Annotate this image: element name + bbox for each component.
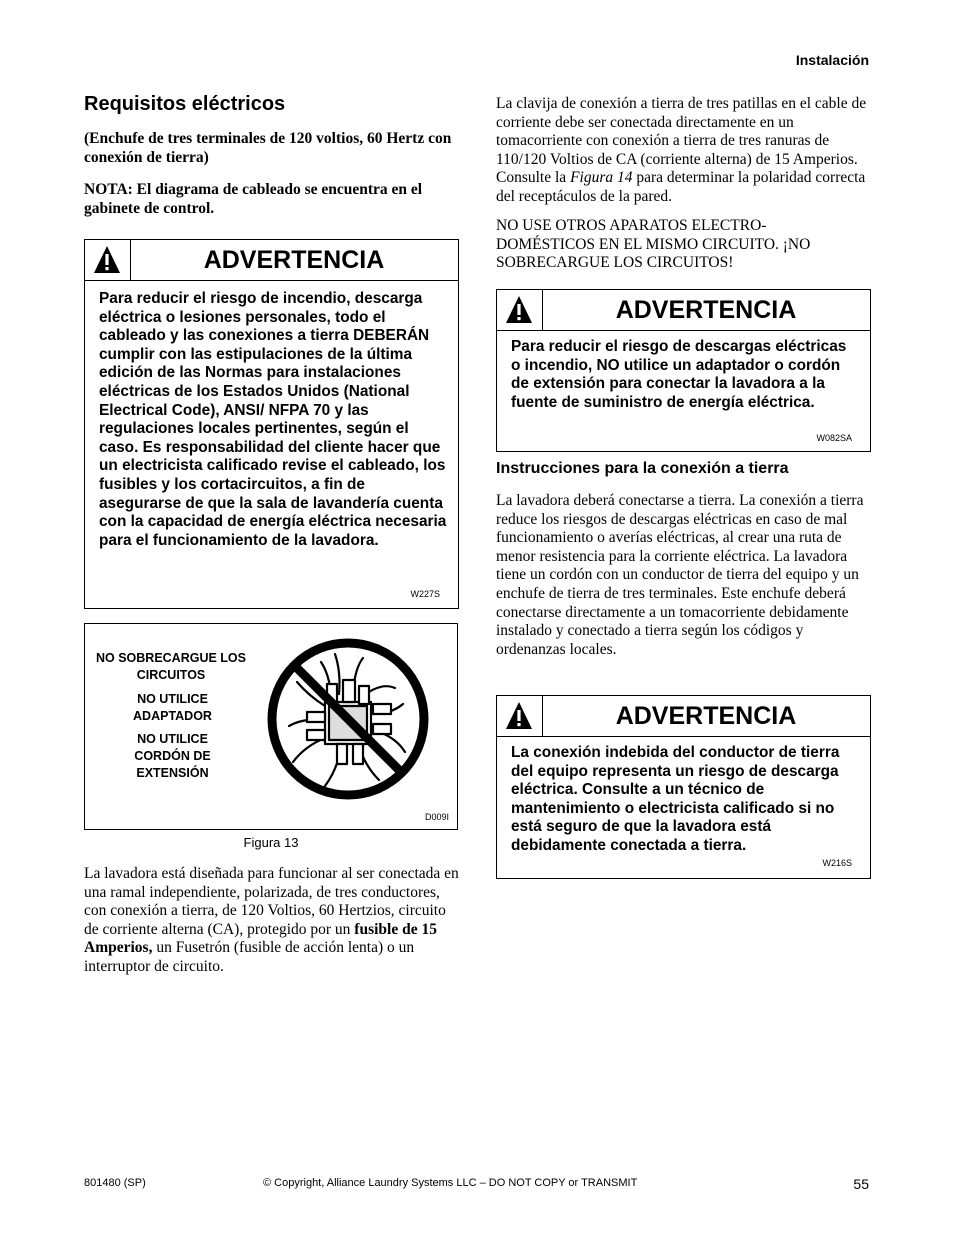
page-title: Requisitos eléctricos [84,93,286,115]
circuit-paragraph-text: La lavadora está diseñada para funcionar al ser conectada en una ramal independiente, polarizada, de tres conductores, con conexión a tierra, de 120 Voltios, 60 Hertzios, circuito de corriente alterna (CA), protegido por un [84,865,459,938]
no-overload-paragraph: NO USE OTROS APARATOS ELECTRO-DOMÉSTICOS EN EL MISMO CIRCUITO. ¡NO SOBRECARGUE LOS CIRCUITOS! [496,217,811,272]
section-header: Instalación [795,52,869,68]
copyright: © Copyright, Alliance Laundry Systems LLC – DO NOT COPY or TRANSMIT [263,1177,638,1189]
doc-number: 801480 (SP) [84,1177,146,1189]
warning-icon-cell [85,240,131,280]
warning-title: ADVERTENCIA [615,702,797,730]
warning-title: ADVERTENCIA [615,296,797,324]
figure-label-extension: NO UTILICE CORDÓN DE EXTENSIÓN [134,732,211,780]
page-number: 55 [853,1176,869,1192]
warning-triangle-icon [505,295,533,324]
warning-title: ADVERTENCIA [203,246,385,274]
figure-caption: Figura 13 [243,835,299,850]
warning-code: W227S [410,589,440,599]
warning-box-fire [84,239,459,609]
warning-box-adapter [496,289,871,452]
fuse-rating: fusible de 15 Amperios, [84,920,437,957]
warning-body: Para reducir el riesgo de incendio, descarga eléctrica o lesiones personales, todo el cableado y las conexiones a tierra DEBERÁN cumplir con las estipulaciones de la última edición de las Normas para instalaciones eléctricas de los Estados Unidos (National Electrical Code), ANSI/ NFPA 70 y las regulaciones locales pertinentes, según el caso. Es responsabilidad del cliente hacer que un electricista calificado revise el cableado, los fusibles y los cortacircuitos, a fin de asegurarse de que la sala de lavandería cuenta con la capacidad de energía eléctrica necesaria para el funcionamiento de la lavadora. [99,290,447,549]
warning-code: W216S [822,858,852,868]
warning-body: La conexión indebida del conductor de tierra del equipo representa un riesgo de descarga eléctrica. Consulte a un técnico de mantenimiento o electricista calificado si no está seguro de que la lavadora está debidamente conectada a tierra. [511,744,840,854]
subtitle: (Enchufe de tres terminales de 120 voltios, 60 Hertz con conexión de tierra) [84,130,452,166]
warning-box-grounding [496,695,871,879]
warning-header [497,696,870,737]
warning-header [497,290,870,331]
plug-paragraph-text: La clavija de conexión a tierra de tres patillas en el cable de corriente debe ser conectada directamente en un tomacorriente con conexión a tierra de tres ranuras de 110/120 Voltios de CA (corriente alterna) de 15 Amperios. Consulte la [496,95,867,187]
prohibited-multiplug-icon [263,634,433,804]
warning-triangle-icon [93,245,121,274]
figure-label-overload: NO SOBRECARGUE LOS CIRCUITOS [95,651,246,682]
circuit-paragraph-text-end: un Fusetrón (fusible de acción lenta) o un interruptor de circuito. [84,939,415,975]
figure-reference: Figura 14 [570,169,633,187]
warning-icon-cell [497,696,543,736]
plug-paragraph-text-end: para determinar la polaridad correcta del receptáculos de la pared. [496,169,866,205]
warning-triangle-icon [505,701,533,730]
warning-header [85,240,458,281]
circuit-paragraph [84,865,462,977]
warning-icon-cell [497,290,543,330]
wiring-note: NOTA: El diagrama de cableado se encuentra en el gabinete de control. [84,181,423,217]
grounding-subheading: Instrucciones para la conexión a tierra [496,460,789,477]
warning-code: W082SA [816,433,852,443]
figure-no-overload [84,623,458,830]
figure-code: D009I [424,812,449,822]
figure-label-adapter: NO UTILICE ADAPTADOR [133,692,212,723]
grounding-paragraph: La lavadora deberá conectarse a tierra. La conexión a tierra reduce los riesgos de descargas eléctricas en caso de mal funcionamiento o averías eléctricas, al crear una ruta de menor resistencia para la corriente eléctrica. La lavadora tiene un cordón con un conductor de tierra del equipo y un enchufe de tierra de tres terminales. Este enchufe deberá conectarse directamente a un tomacorriente debidamente instalado y conectado a tierra según los códigos y ordenanzas locales. [496,492,864,658]
plug-paragraph [496,95,872,207]
warning-body: Para reducir el riesgo de descargas eléctricas o incendio, NO utilice un adaptador o cordón de extensión para conectar la lavadora a la fuente de suministro de energía eléctrica. [511,338,847,411]
